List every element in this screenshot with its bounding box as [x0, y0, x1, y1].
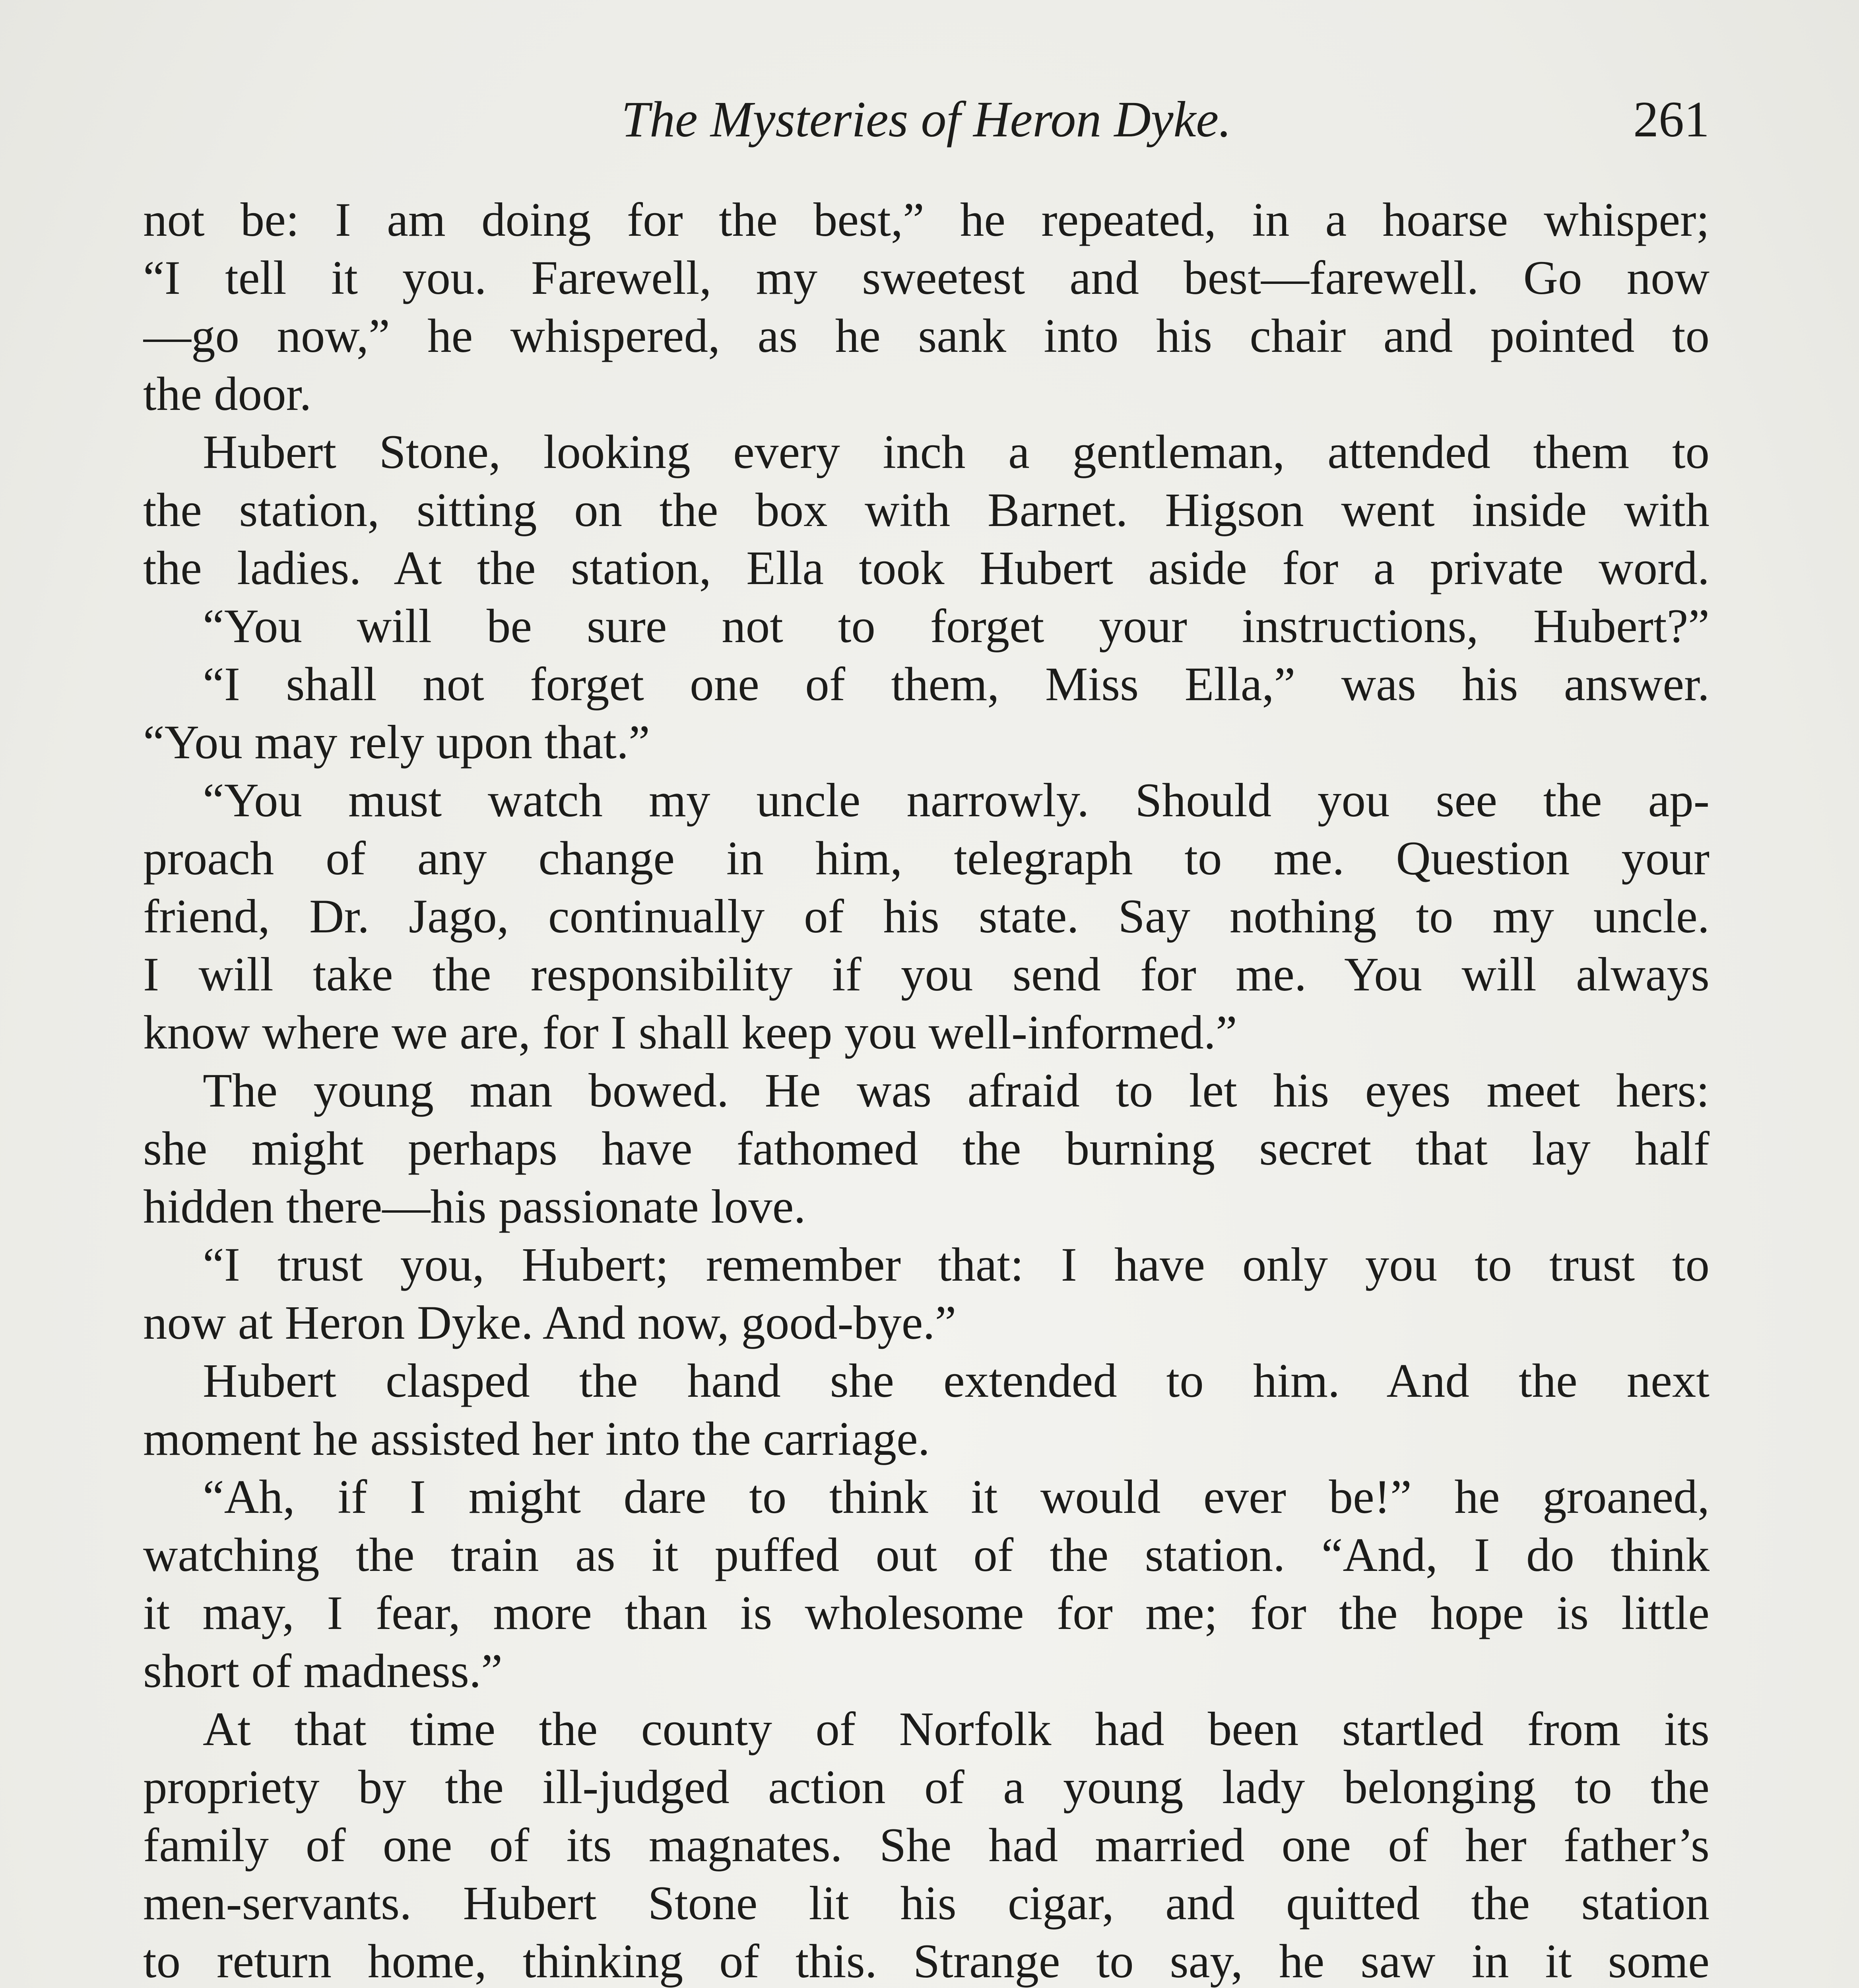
text-line: Hubert clasped the hand she extended to him. And the next	[203, 1354, 1710, 1408]
text-line: the ladies. At the station, Ella took Hubert aside for a private word.	[143, 542, 1710, 595]
text-line: moment he assisted her into the carriage.	[143, 1412, 930, 1466]
text-line: At that time the county of Norfolk had been startled from its	[203, 1703, 1710, 1756]
text-line: propriety by the ill-judged action of a young lady belonging to the	[143, 1761, 1710, 1814]
body-text	[143, 191, 1710, 1988]
text-line: the door.	[143, 367, 312, 421]
text-line: family of one of its magnates. She had married one of her father’s	[143, 1819, 1710, 1872]
text-line: “I shall not forget one of them, Miss Ella,” was his answer.	[203, 658, 1710, 711]
text-line: The young man bowed. He was afraid to let his eyes meet hers:	[203, 1064, 1710, 1117]
text-line: —go now,” he whispered, as he sank into his chair and pointed to	[143, 309, 1710, 363]
text-line: I will take the responsibility if you send for me. You will always	[143, 948, 1710, 1001]
text-line: not be: I am doing for the best,” he repeated, in a hoarse whisper;	[143, 193, 1710, 247]
page-number: 261	[1633, 91, 1710, 148]
text-line: “I tell it you. Farewell, my sweetest and best—farewell. Go now	[143, 251, 1710, 305]
page-header	[143, 85, 1710, 153]
text-line: it may, I fear, more than is wholesome for me; for the hope is little	[143, 1586, 1710, 1640]
text-line: proach of any change in him, telegraph to me. Question your	[143, 832, 1710, 885]
text-line: know where we are, for I shall keep you well-informed.”	[143, 1006, 1237, 1059]
text-line: watching the train as it puffed out of the station. “And, I do think	[143, 1528, 1710, 1582]
text-line: hidden there—his passionate love.	[143, 1180, 806, 1233]
text-line: now at Heron Dyke. And now, good-bye.”	[143, 1296, 957, 1349]
text-line: “You must watch my uncle narrowly. Should you see the ap-	[203, 774, 1710, 827]
text-line: she might perhaps have fathomed the burning secret that lay half	[143, 1122, 1710, 1175]
text-line: “You will be sure not to forget your instructions, Hubert?”	[203, 600, 1710, 653]
running-title: The Mysteries of Heron Dyke.	[621, 91, 1232, 148]
text-line: men-servants. Hubert Stone lit his cigar, and quitted the station	[143, 1877, 1710, 1930]
text-line: short of madness.”	[143, 1644, 503, 1698]
text-line: “Ah, if I might dare to think it would ever be!” he groaned,	[203, 1470, 1710, 1524]
text-line: to return home, thinking of this. Strange to say, he saw in it some	[143, 1935, 1710, 1988]
text-line: the station, sitting on the box with Barnet. Higson went inside with	[143, 483, 1710, 537]
text-line: Hubert Stone, looking every inch a gentleman, attended them to	[203, 425, 1710, 479]
text-line: “I trust you, Hubert; remember that: I have only you to trust to	[203, 1238, 1710, 1291]
text-line: friend, Dr. Jago, continually of his state. Say nothing to my uncle.	[143, 890, 1710, 943]
text-line: “You may rely upon that.”	[143, 716, 650, 769]
